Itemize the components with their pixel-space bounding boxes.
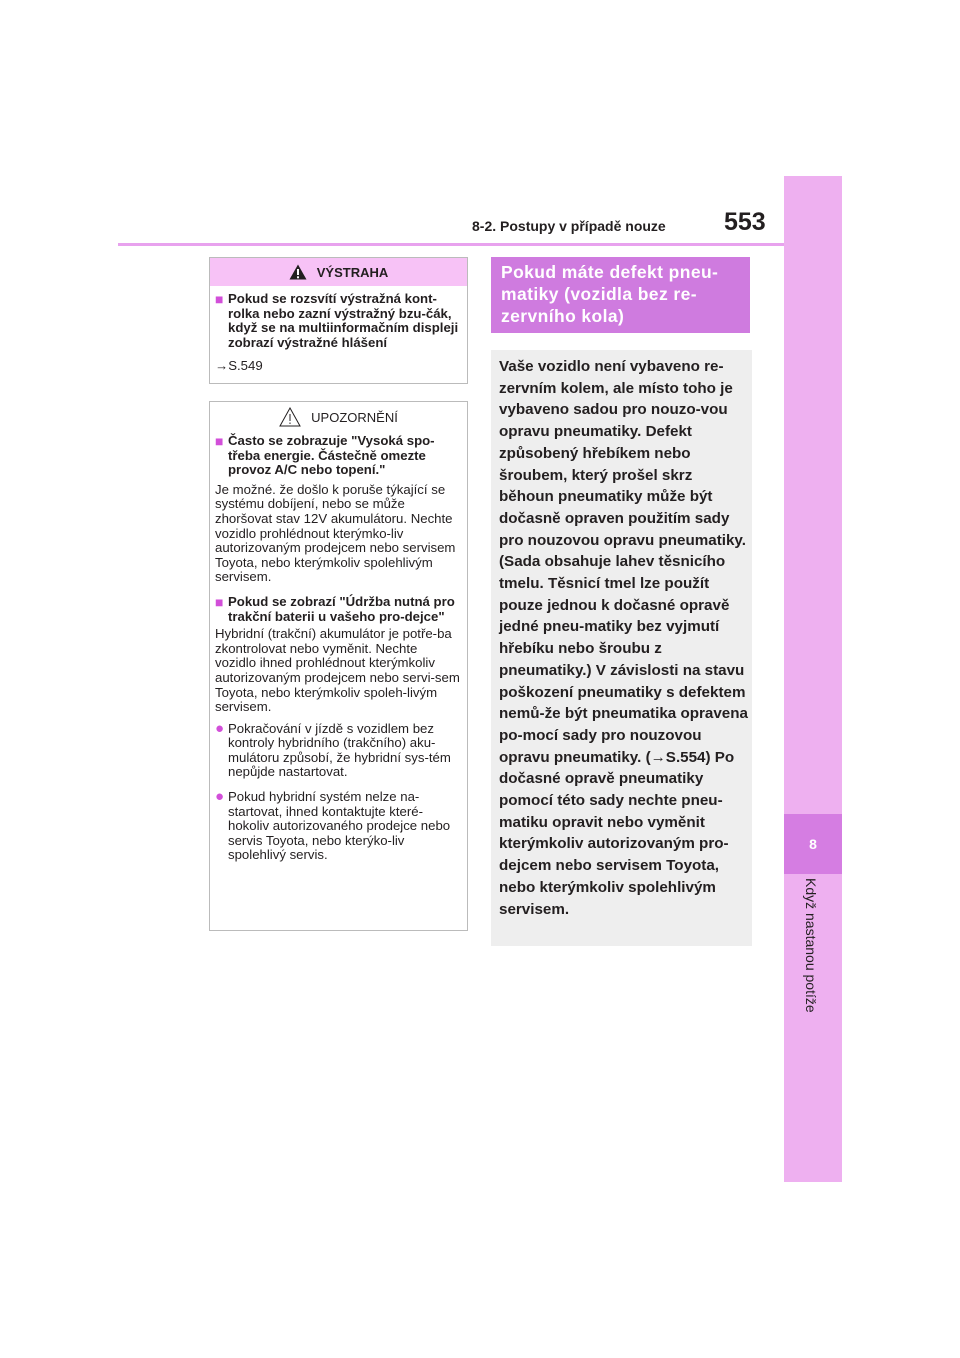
warning-box-header [210,258,467,286]
section-heading: Pokud máte defekt pneu-matiky (vozidla bez re-zervního kola) [491,257,750,333]
caution-item-2-text: Hybridní (trakční) akumulátor je potře-ba zkontrolovat nebo vyměnit. Nechte vozidlo ihned prohlédnout kterýmkoliv autorizovaným prodejcem nebo servi-sem Toyota, nebo kterýmkoliv spoleh-livým servisem. [215,626,460,715]
page-number: 553 [724,208,766,236]
chapter-side-tab [784,176,842,1182]
warning-triangle-icon [289,264,307,280]
caution-triangle-icon [279,407,301,427]
square-bullet-icon: ■ [215,433,224,449]
caution-item-1-heading: Často se zobrazuje "Vysoká spo-třeba energie. Částečně omezte provoz A/C nebo topení." [228,433,435,478]
square-bullet-icon: ■ [215,291,224,307]
caution-bullet-1: ● Pokračování v jízdě s vozidlem bez kontroly hybridního (trakčního) aku-mulátoru způsobí, že hybridní sys-tém nepůjde nastartovat. [215,719,451,780]
round-bullet-icon: ● [215,788,225,806]
caution-item-1-text: Je možné. že došlo k poruše týkající se systému dobíjení, nebo se může zhoršovat stav 12V akumulátoru. Nechte vozidlo prohlédnout kterýmko-liv autorizovaným prodejcem nebo servisem Toyota, nebo kterýmkoliv spolehlivým servisem. [215,481,456,585]
chapter-number: 8 [784,814,842,874]
caution-bullet-2: ● Pokud hybridní systém nelze na-startovat, ihned kontaktujte které-hokoliv autorizovaného prodejce nebo servis Toyota, nebo kterýko-liv spolehlivý servis. [215,788,451,863]
section-body: Vaše vozidlo není vybaveno re-zervním kolem, ale místo toho je vybaveno sadou pro nouzo-vou opravu pneumatiky. Defekt způsobený hřebíkem nebo šroubem, který prošel skrz běhoun pneumatiky může být dočasně opraven použitím sady pro nouzovou opravu pneumatiky. (Sada obsahuje lahev těsnicího tmelu. Těsnicí tmel lze použít pouze jednou k dočasné opravě jedné pneu-matiky bez vyjmutí hřebíku nebo šroubu z pneumatiky.) V závislosti na stavu poškození pneumatiky s defektem nemů-že být pneumatika opravena po-mocí sady pro nouzovou opravu pneumatiky. (→S.554) Po dočasné opravě pneumatiky pomocí této sady nechte pneu-matiku opravit nebo vyměnit kterýmkoliv autorizovaným pro-dejcem nebo servisem Toyota, nebo kterýmkoliv spolehlivým servisem. [491,350,752,946]
caution-box-header [210,402,467,432]
header-rule [118,243,784,246]
warning-item [215,292,461,350]
warning-box [209,257,468,384]
round-bullet-icon: ● [215,719,225,737]
warning-reference: →S.549 [215,358,263,374]
caution-box-title: UPOZORNĚNÍ [311,409,398,425]
caution-item-2-heading: Pokud se zobrazí "Údržba nutná pro trakční baterii u vašeho pro-dejce" [228,593,455,624]
warning-box-title: VÝSTRAHA [316,264,389,280]
caution-item-2 [215,595,461,624]
warning-item-heading: Pokud se rozsvítí výstražná kont-rolka nebo zazní výstražný bzu-čák, když se na multiinformačním displeji zobrazí výstražné hlášení [228,291,459,350]
square-bullet-icon: ■ [215,593,224,610]
chapter-title: Když nastanou potíže [803,878,819,1013]
section-title: 8-2. Postupy v případě nouze [472,218,666,234]
caution-item-1 [215,434,461,478]
caution-box [209,401,468,931]
